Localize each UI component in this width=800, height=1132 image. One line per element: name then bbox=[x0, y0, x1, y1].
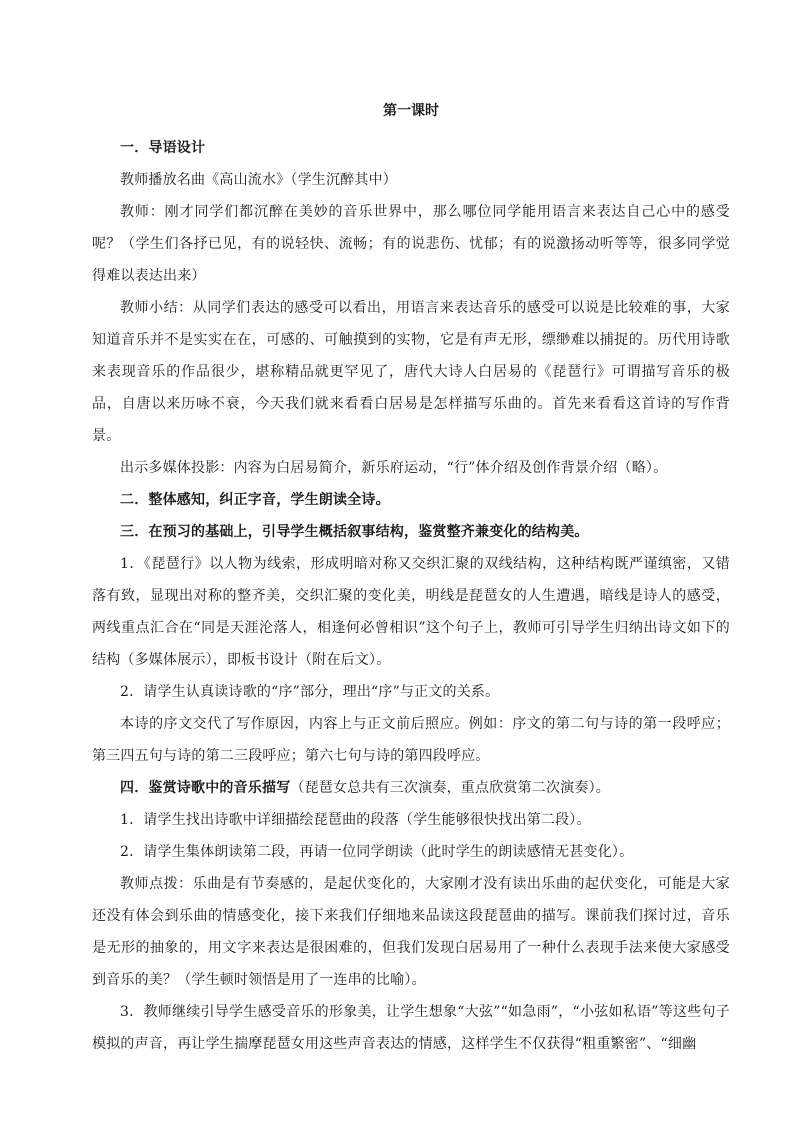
section-heading-1: 一．导语设计 bbox=[120, 140, 206, 156]
paragraph-11: 3．教师继续引导学生感受音乐的形象美，让学生想象“大弦”“如急雨”，“小弦如私语”等这些句子模拟的声音，再让学生揣摩琵琶女用这些声音表达的情感，这样学生不仅获得“粗重繁密”、“细幽 bbox=[92, 1004, 730, 1052]
paragraph-9: 2．请学生集体朗读第二段，再请一位同学朗读（此时学生的朗读感情无甚变化）。 bbox=[120, 844, 634, 860]
section-heading-4 bbox=[92, 772, 730, 804]
paragraph-1: 教师播放名曲《高山流水》（学生沉醉其中） bbox=[120, 172, 397, 188]
paragraph-2: 教师：刚才同学们都沉醉在美妙的音乐世界中，那么哪位同学能用语言来表达自己心中的感受呢？（学生们各抒已见，有的说轻快、流畅；有的说悲伤、忧郁；有的说激扬动听等等，很多同学觉得难以表达出来） bbox=[92, 204, 730, 284]
paragraph-8: 1．请学生找出诗歌中详细描绘琵琶曲的段落（学生能够很快找出第二段）。 bbox=[120, 812, 591, 828]
section-heading-4-note: （琵琶女总共有三次演奏，重点欣赏第二次演奏）。 bbox=[290, 780, 611, 796]
section-heading-2: 二．整体感知，纠正字音，学生朗读全诗。 bbox=[120, 492, 390, 508]
section-heading-3: 三．在预习的基础上，引导学生概括叙事结构，鉴赏整齐兼变化的结构美。 bbox=[120, 524, 589, 540]
paragraph-3: 教师小结：从同学们表达的感受可以看出，用语言来表达音乐的感受可以说是比较难的事，大家知道音乐并不是实实在在，可感的、可触摸到的实物，它是有声无形，缥缈难以捕捉的。历代用诗歌来表现音乐的作品很少，堪称精品就更罕见了，唐代大诗人白居易的《琵琶行》可谓描写音乐的极品，自唐以来历咏不衰，今天我们就来看看白居易是怎样描写乐曲的。首先来看看这首诗的写作背景。 bbox=[92, 300, 730, 444]
paragraph-4: 出示多媒体投影：内容为白居易简介，新乐府运动，“行”体介绍及创作背景介绍（略）。 bbox=[120, 460, 668, 476]
paragraph-5: 1．《琵琶行》以人物为线索，形成明暗对称又交织汇聚的双线结构，这种结构既严谨缜密，又错落有致，显现出对称的整齐美，交织汇聚的变化美，明线是琵琶女的人生遭遇，暗线是诗人的感受，两线重点汇合在“同是天涯沦落人，相逢何必曾相识”这个句子上，教师可引导学生归纳出诗文如下的结构（多媒体展示），即板书设计（附在后文）。 bbox=[92, 556, 730, 668]
paragraph-10: 教师点拨：乐曲是有节奏感的，是起伏变化的，大家刚才没有读出乐曲的起伏变化，可能是大家还没有体会到乐曲的情感变化，接下来我们仔细地来品读这段琵琶曲的描写。课前我们探讨过，音乐是无形的抽象的，用文字来表达是很困难的，但我们发现白居易用了一种什么表现手法来使大家感受到音乐的美？（学生顿时领悟是用了一连串的比喻）。 bbox=[92, 876, 730, 988]
paragraph-6: 2．请学生认真读诗歌的“序”部分，理出“序”与正文的关系。 bbox=[120, 684, 500, 700]
page-title: 第一课时 bbox=[383, 103, 439, 119]
section-heading-4-title: 四．鉴赏诗歌中的音乐描写 bbox=[120, 780, 291, 796]
paragraph-7: 本诗的序文交代了写作原因，内容上与正文前后照应。例如：序文的第二句与诗的第一段呼应；第三四五句与诗的第二三段呼应；第六七句与诗的第四段呼应。 bbox=[92, 716, 730, 764]
